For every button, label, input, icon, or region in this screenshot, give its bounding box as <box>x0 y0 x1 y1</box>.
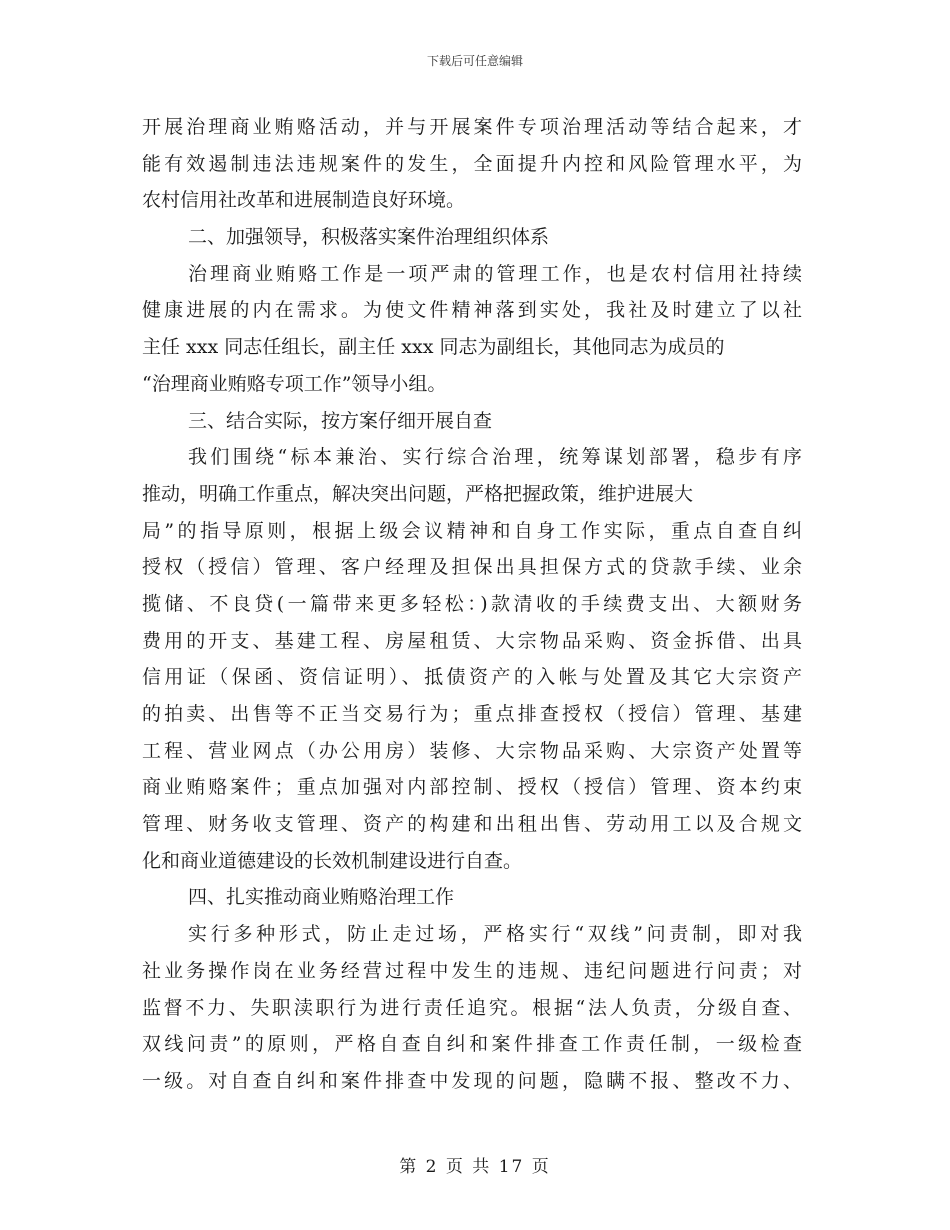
section-heading: 三、结合实际，按方案仔细开展自查 <box>188 409 493 432</box>
text-line: 的拍卖、出售等不正当交易行为；重点排查授权（授信）管理、基建 <box>142 703 802 725</box>
text-line: 揽储、不良贷(一篇带来更多轻松：)款清收的手续费支出、大额财务 <box>142 592 802 615</box>
text-line: 监督不力、失职渎职行为进行责任追究。根据“法人负责，分级自查、 <box>142 996 802 1019</box>
page-header: 下载后可任意编辑 <box>426 54 523 68</box>
text-line: 管理、财务收支管理、资产的构建和出租出售、劳动用工以及合规文 <box>142 813 802 836</box>
text-line: 双线问责”的原则，严格自查自纠和案件排查工作责任制，一级检查 <box>142 1033 802 1056</box>
document-body <box>142 109 802 1100</box>
text-line: 农村信用社改革和进展制造良好环境。 <box>142 189 466 212</box>
text-line: 授权（授信）管理、客户经理及担保出具担保方式的贷款手续、业余 <box>142 556 802 579</box>
text-line: 工程、营业网点（办公用房）装修、大宗物品采购、大宗资产处置等 <box>142 739 802 762</box>
text-line: 开展治理商业贿赂活动，并与开展案件专项治理活动等结合起来，才 <box>142 116 802 138</box>
text-line: 能有效遏制违法违规案件的发生，全面提升内控和风险管理水平，为 <box>142 152 802 175</box>
text-line: 局”的指导原则，根据上级会议精神和自身工作实际，重点自查自纠 <box>142 519 802 542</box>
text-line: 推动，明确工作重点，解决突出问题，严格把握政策，维护进展大 <box>142 482 694 505</box>
text-line: 主任 xxx 同志任组长，副主任 xxx 同志为副组长，其他同志为成员的 <box>142 336 725 359</box>
section-heading: 四、扎实推动商业贿赂治理工作 <box>188 886 455 909</box>
text-line: 商业贿赂案件；重点加强对内部控制、授权（授信）管理、资本约束 <box>142 776 802 799</box>
text-line: 一级。对自查自纠和案件排查中发现的问题，隐瞒不报、整改不力、 <box>142 1069 802 1092</box>
text-line: 健康进展的内在需求。为使文件精神落到实处，我社及时建立了以社 <box>142 299 802 322</box>
text-line: “治理商业贿赂专项工作”领导小组。 <box>142 372 447 395</box>
text-line: 我们围绕“标本兼治、实行综合治理，统筹谋划部署，稳步有序 <box>188 446 802 469</box>
text-line: 实行多种形式，防止走过场，严格实行“双线”问责制，即对我 <box>188 923 802 946</box>
page-number-footer: 第 2 页 共 17 页 <box>399 1157 551 1177</box>
text-line: 费用的开支、基建工程、房屋租赁、大宗物品采购、资金拆借、出具 <box>142 629 802 652</box>
text-line: 社业务操作岗在业务经营过程中发生的违规、违纪问题进行问责；对 <box>142 959 802 982</box>
section-heading: 二、加强领导，积极落实案件治理组织体系 <box>188 226 550 249</box>
text-line: 信用证（保函、资信证明）、抵债资产的入帐与处置及其它大宗资产 <box>142 666 802 689</box>
text-line: 化和商业道德建设的长效机制建设进行自查。 <box>142 849 523 872</box>
text-line: 治理商业贿赂工作是一项严肃的管理工作，也是农村信用社持续 <box>188 262 802 285</box>
